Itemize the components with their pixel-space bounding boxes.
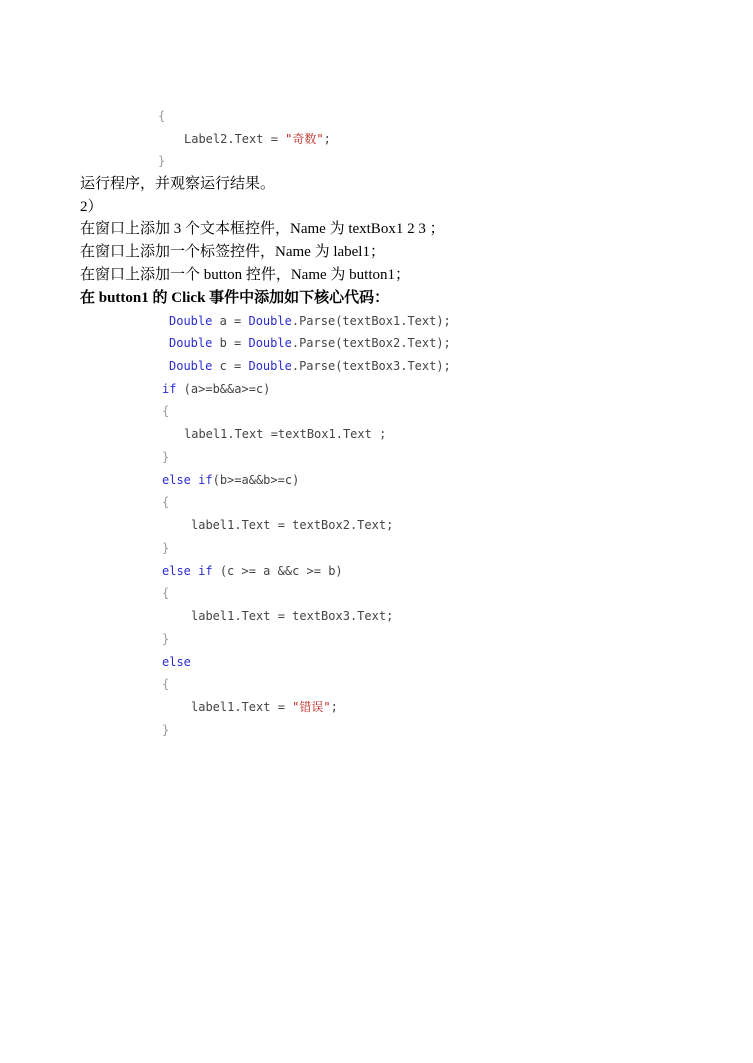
code-text: ; — [323, 132, 331, 146]
code-open-brace: { — [162, 404, 170, 418]
code-keyword: Double — [248, 314, 292, 328]
code-keyword: else — [162, 473, 191, 487]
code-text: (a>=b&&a>=c) — [176, 382, 271, 396]
instruction-add-textboxes: 在窗口上添加 3 个文本框控件，Name 为 textBox1 2 3 ； — [80, 221, 445, 237]
code-if — [162, 383, 270, 395]
instruction-add-label: 在窗口上添加一个标签控件，Name 为 label1； — [80, 244, 385, 260]
code-keyword: if — [162, 382, 177, 396]
code-else: else — [162, 655, 191, 669]
code-keyword: else — [162, 564, 191, 578]
code-decl-c — [169, 360, 451, 372]
code-open-brace: { — [162, 495, 170, 509]
code-text: label1.Text = — [191, 700, 293, 714]
code-string: "错误" — [292, 700, 331, 714]
code-text: .Parse(textBox1.Text); — [291, 314, 451, 328]
code-text: (c >= a &&c >= b) — [212, 564, 343, 578]
code-close-brace: } — [162, 723, 170, 737]
code-open-brace: { — [162, 677, 170, 691]
code-open-brace: { — [158, 109, 166, 123]
code-decl-a — [169, 315, 451, 327]
code-decl-b — [169, 337, 451, 349]
code-text: b = — [212, 336, 249, 350]
code-open-brace: { — [162, 586, 170, 600]
instruction-click-event: 在 button1 的 Click 事件中添加如下核心代码： — [80, 290, 390, 306]
code-text: Label2.Text = — [184, 132, 286, 146]
code-keyword: Double — [169, 359, 213, 373]
code-else-if-1 — [162, 474, 299, 486]
instruction-add-button: 在窗口上添加一个 button 控件，Name 为 button1； — [80, 267, 410, 283]
code-keyword: Double — [248, 336, 292, 350]
code-close-brace: } — [162, 450, 170, 464]
code-close-brace: } — [162, 541, 170, 555]
code-string: "奇数" — [285, 132, 324, 146]
code-text: c = — [212, 359, 249, 373]
code-keyword: Double — [248, 359, 292, 373]
code-close-brace: } — [158, 154, 166, 168]
code-text: .Parse(textBox3.Text); — [291, 359, 451, 373]
code-label2-assign — [184, 133, 331, 145]
code-assign-3: label1.Text = textBox3.Text; — [191, 609, 394, 623]
code-assign-1: label1.Text =textBox1.Text ; — [184, 427, 387, 441]
code-text: (b>=a&&b>=c) — [212, 473, 300, 487]
code-else-if-2 — [162, 565, 343, 577]
code-text: ; — [330, 700, 338, 714]
code-keyword: if — [190, 564, 213, 578]
code-keyword: Double — [169, 336, 213, 350]
code-assign-error — [191, 701, 338, 713]
code-close-brace: } — [162, 632, 170, 646]
code-assign-2: label1.Text = textBox2.Text; — [191, 518, 394, 532]
code-text: a = — [212, 314, 249, 328]
code-keyword: Double — [169, 314, 213, 328]
code-keyword: if — [190, 473, 213, 487]
code-text: .Parse(textBox2.Text); — [291, 336, 451, 350]
section-heading-2: 2） — [80, 199, 103, 215]
instruction-run-program: 运行程序，并观察运行结果。 — [80, 176, 276, 192]
